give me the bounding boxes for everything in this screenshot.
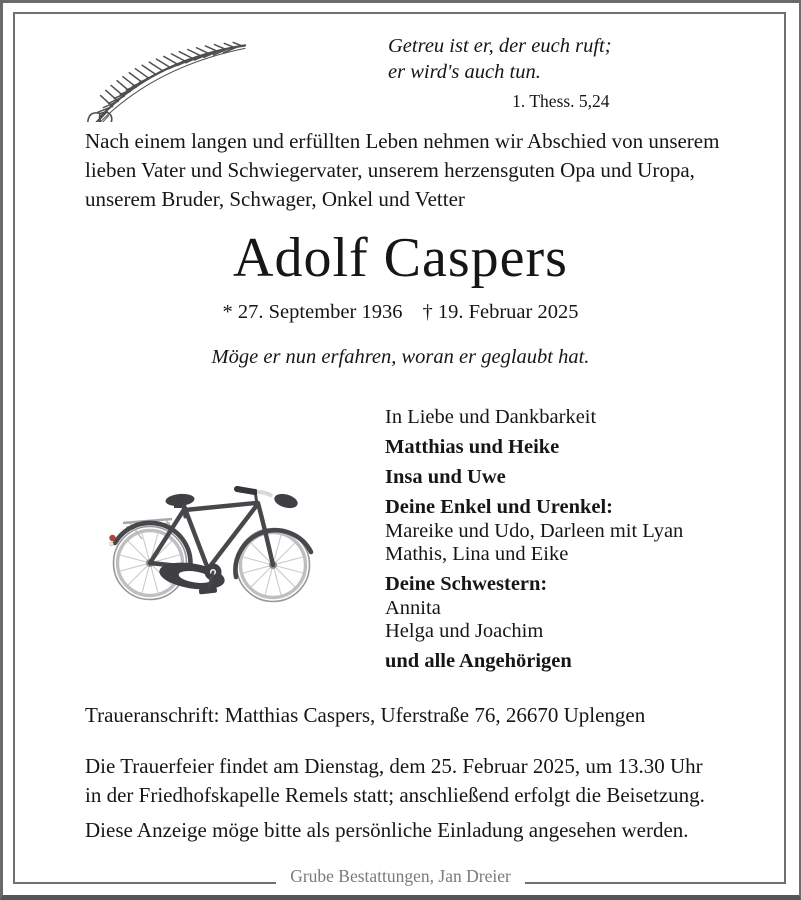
- list-item: Deine Enkel und Urenkel:: [385, 496, 614, 518]
- list-item: Deine Schwestern:: [385, 573, 548, 595]
- bicycle-icon: [108, 477, 318, 617]
- list-item: Helga und Joachim: [385, 620, 544, 642]
- quote-line-2: er wird's auch tun.: [388, 61, 541, 83]
- scripture-quote: [388, 33, 612, 114]
- service-info: [85, 752, 705, 810]
- funeral-home-credit: [0, 864, 801, 888]
- quote-source: 1. Thess. 5,24: [512, 91, 610, 111]
- funeral-home-name: Grube Bestattungen, Jan Dreier: [276, 864, 525, 888]
- service-line-1: Die Trauerfeier findet am Dienstag, dem 25. Februar 2025, um 13.30 Uhr: [85, 754, 703, 778]
- list-item: Insa und Uwe: [385, 466, 506, 488]
- mourning-address: Traueranschrift: Matthias Caspers, Uferstraße 76, 26670 Uplengen: [85, 703, 646, 727]
- service-line-2: in der Friedhofskapelle Remels statt; anschließend erfolgt die Beisetzung.: [85, 783, 705, 807]
- palm-branch-icon: [84, 30, 252, 122]
- death-date: † 19. Februar 2025: [422, 301, 579, 323]
- list-item: Mathis, Lina und Eike: [385, 543, 569, 565]
- intro-line-2: lieben Vater und Schwiegervater, unserem herzensguten Opa und Uropa,: [85, 158, 695, 182]
- deceased-name: Adolf Caspers: [233, 227, 568, 289]
- motto-line: Möge er nun erfahren, woran er geglaubt hat.: [211, 346, 590, 368]
- list-item: Annita: [385, 596, 441, 619]
- quote-line-1: Getreu ist er, der euch ruft;: [388, 35, 612, 57]
- mourners-list: [385, 406, 683, 674]
- intro-paragraph: [85, 127, 719, 214]
- intro-line-3: unserem Bruder, Schwager, Onkel und Vetter: [85, 187, 465, 211]
- invitation-note: Diese Anzeige möge bitte als persönliche Einladung angesehen werden.: [85, 818, 689, 842]
- life-dates: [0, 301, 801, 324]
- birth-date: * 27. September 1936: [222, 301, 403, 323]
- list-item: Matthias und Heike: [385, 436, 560, 458]
- intro-line-1: Nach einem langen und erfüllten Leben nehmen wir Abschied von unserem: [85, 129, 720, 153]
- list-item: In Liebe und Dankbarkeit: [385, 406, 597, 428]
- list-item: und alle Angehörigen: [385, 650, 572, 672]
- list-item: Mareike und Udo, Darleen mit Lyan: [385, 519, 684, 542]
